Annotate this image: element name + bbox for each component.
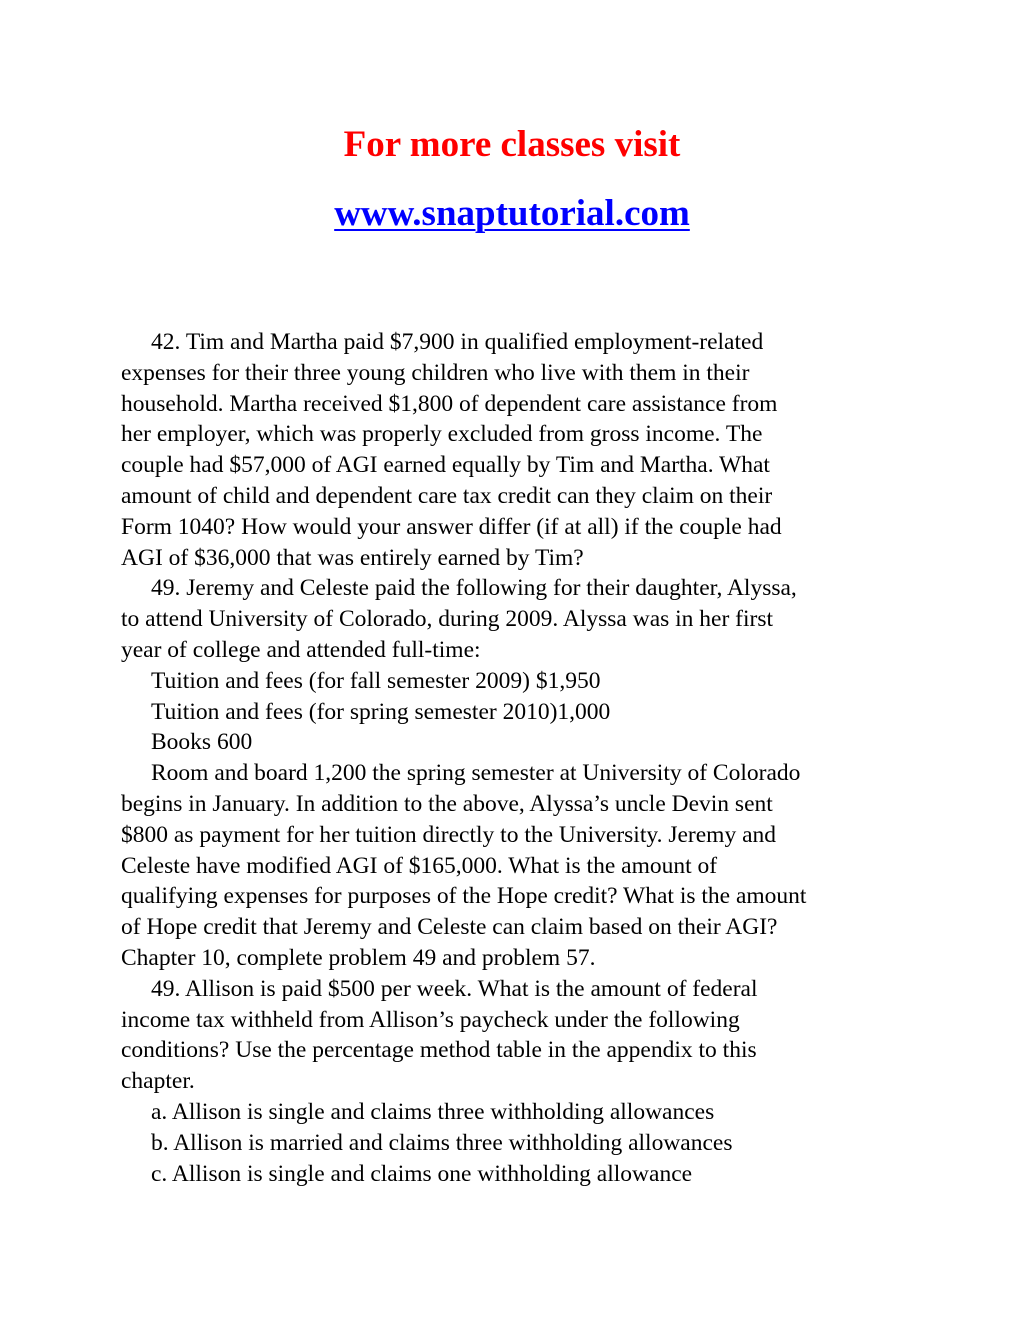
text-line: c. Allison is single and claims one withholding allowance <box>151 1160 693 1187</box>
text-line: 49. Allison is paid $500 per week. What is the amount of federal <box>151 975 758 1002</box>
text-line: chapter. <box>121 1068 195 1095</box>
text-line: expenses for their three young children who live with them in their <box>121 359 750 386</box>
text-line: couple had $57,000 of AGI earned equally by Tim and Martha. What <box>121 452 770 479</box>
promo-title: For more classes visit <box>343 124 681 165</box>
text-line: Books 600 <box>151 729 253 756</box>
problem-text <box>121 327 921 1189</box>
text-line: 42. Tim and Martha paid $7,900 in qualified employment-related <box>151 329 764 355</box>
text-line: year of college and attended full-time: <box>121 636 481 663</box>
text-line: Room and board 1,200 the spring semester at University of Colorado <box>151 760 801 787</box>
text-line: amount of child and dependent care tax credit can they claim on their <box>121 482 773 509</box>
text-line: b. Allison is married and claims three withholding allowances <box>151 1129 733 1156</box>
text-line: Form 1040? How would your answer differ (if at all) if the couple had <box>121 513 782 540</box>
text-line: household. Martha received $1,800 of dependent care assistance from <box>121 390 778 417</box>
promo-link-container <box>0 190 1024 238</box>
text-line: Tuition and fees (for fall semester 2009) $1,950 <box>151 667 601 694</box>
text-line: income tax withheld from Allison’s paycheck under the following <box>121 1006 740 1033</box>
promo-link[interactable]: www.snaptutorial.com <box>334 193 690 234</box>
text-line: a. Allison is single and claims three withholding allowances <box>151 1098 715 1125</box>
text-line: Chapter 10, complete problem 49 and problem 57. <box>121 944 596 971</box>
text-line: $800 as payment for her tuition directly to the University. Jeremy and <box>121 821 777 848</box>
text-line: to attend University of Colorado, during 2009. Alyssa was in her first <box>121 606 774 633</box>
text-line: begins in January. In addition to the above, Alyssa’s uncle Devin sent <box>121 790 773 817</box>
text-line: of Hope credit that Jeremy and Celeste can claim based on their AGI? <box>121 914 778 941</box>
text-line: her employer, which was properly excluded from gross income. The <box>121 421 763 448</box>
text-line: conditions? Use the percentage method table in the appendix to this <box>121 1037 757 1064</box>
text-line: 49. Jeremy and Celeste paid the following for their daughter, Alyssa, <box>151 575 797 602</box>
text-line: AGI of $36,000 that was entirely earned by Tim? <box>121 544 584 571</box>
text-line: Celeste have modified AGI of $165,000. What is the amount of <box>121 852 718 879</box>
text-line: Tuition and fees (for spring semester 2010)1,000 <box>151 698 611 725</box>
text-line: qualifying expenses for purposes of the Hope credit? What is the amount <box>121 883 807 910</box>
